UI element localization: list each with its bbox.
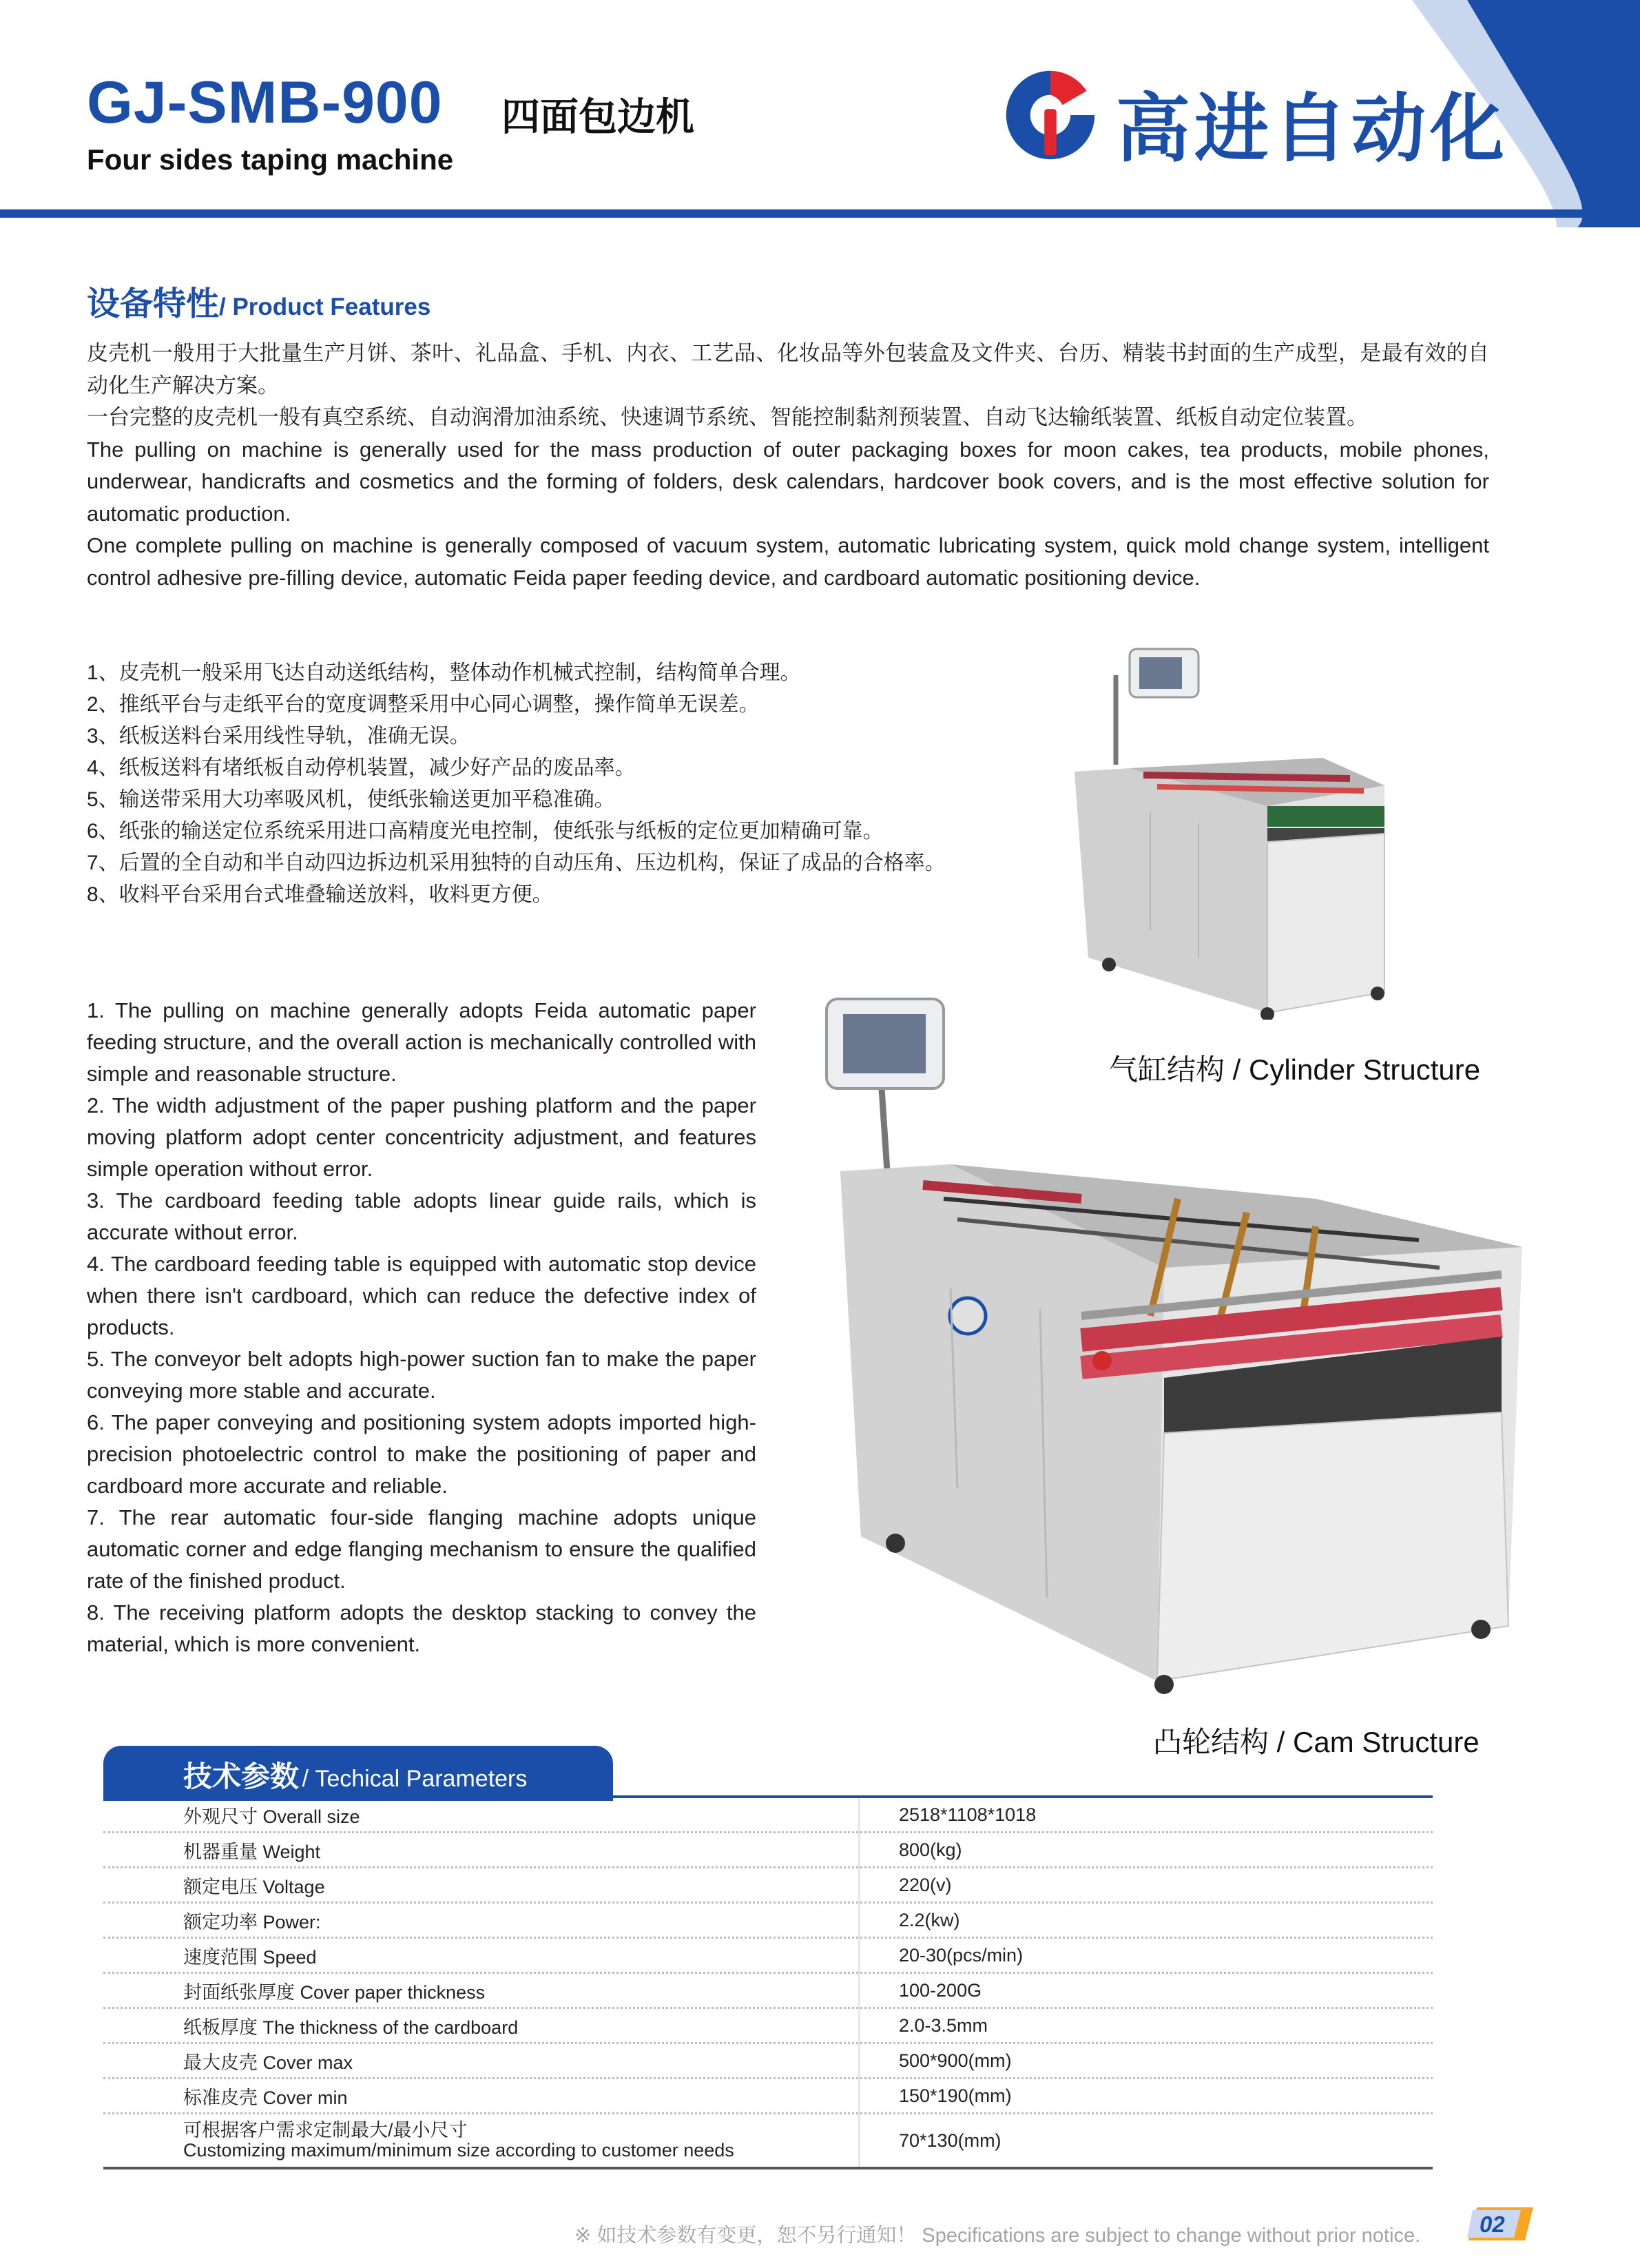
model-title-cn: 四面包边机	[501, 95, 694, 138]
param-label-en: Customizing maximum/minimum size according to customer needs	[183, 2140, 734, 2161]
table-row	[103, 2043, 1433, 2079]
param-value: 2518*1108*1018	[860, 1798, 1433, 1833]
list-item: 2、推纸平台与走纸平台的宽度调整采用中心同心调整，操作简单无误差。	[87, 693, 760, 716]
machine-image-cam	[820, 992, 1543, 1722]
list-item: 2. The width adjustment of the paper pushing platform and the paper moving platform adopt center concentricity adjustment, and features simple operation without error.	[87, 1093, 756, 1181]
list-item: 6. The paper conveying and positioning system adopts imported high-precision photoelectric control to make the positioning of paper and cardboard more accurate and reliable.	[87, 1410, 756, 1498]
intro-paragraph: One complete pulling on machine is generally composed of vacuum system, automatic lubricating system, quick mold change system, intelligent control adhesive pre-filling device, automatic Feida paper feeding device, and cardboard automatic positioning device.	[87, 533, 1489, 590]
brand-name: 高进自动化	[1116, 87, 1509, 170]
param-label: 封面纸张厚度 Cover paper thickness	[103, 1973, 860, 2008]
list-item: 3、纸板送料台采用线性导轨，准确无误。	[87, 725, 470, 748]
list-item: 8. The receiving platform adopts the desktop stacking to convey the material, which is more convenient.	[87, 1600, 756, 1656]
list-item: 1、皮壳机一般采用飞达自动送纸结构，整体动作机械式控制，结构简单合理。	[87, 661, 801, 684]
intro-paragraph: 皮壳机一般用于大批量生产月饼、茶叶、礼品盒、手机、内衣、工艺品、化妆品等外包装盒及文件夹、台历、精装书封面的生产成型，是最有效的自动化生产解决方案。	[87, 341, 1489, 398]
param-label-cn: 可根据客户需求定制最大/最小尺寸	[183, 2120, 468, 2141]
param-value: 500*900(mm)	[860, 2043, 1433, 2079]
param-value: 800(kg)	[860, 1833, 1433, 1868]
list-item: 6、纸张的输送定位系统采用进口高精度光电控制，使纸张与纸板的定位更加精确可靠。	[87, 820, 884, 843]
intro-paragraph: The pulling on machine is generally used for the mass production of outer packaging boxes for moon cakes, tea products, mobile phones, underwear, handicrafts and cosmetics and the forming of folders, desk calendars, hardcover book covers, and is the most effective solution for automatic production.	[87, 437, 1489, 526]
list-item: 7. The rear automatic four-side flanging machine adopts unique automatic corner and edge flanging mechanism to ensure the qualified rate of the finished product.	[87, 1505, 756, 1593]
param-label: 额定电压 Voltage	[103, 1868, 860, 1903]
features-list-en	[87, 995, 756, 1660]
param-value: 2.0-3.5mm	[860, 2008, 1433, 2043]
table-row	[103, 1798, 1433, 1833]
intro-paragraph: 一台完整的皮壳机一般有真空系统、自动润滑加油系统、快速调节系统、智能控制黏剂预装置、自动飞达输纸装置、纸板自动定位装置。	[87, 405, 1368, 429]
param-label: 速度范围 Speed	[103, 1938, 860, 1973]
model-title-en: Four sides taping machine	[87, 143, 454, 176]
param-value: 20-30(pcs/min)	[860, 1938, 1433, 1973]
list-item: 3. The cardboard feeding table adopts linear guide rails, which is accurate without error.	[87, 1188, 756, 1244]
table-row	[103, 2114, 1433, 2169]
param-value: 150*190(mm)	[860, 2079, 1433, 2114]
features-list-cn	[87, 657, 946, 911]
caption-cylinder: 气缸结构 / Cylinder Structure	[1109, 1053, 1481, 1086]
param-label: 最大皮壳 Cover max	[103, 2043, 860, 2079]
list-item: 5、输送带采用大功率吸风机，使纸张输送更加平稳准确。	[87, 788, 615, 811]
param-label: 纸板厚度 The thickness of the cardboard	[103, 2008, 860, 2043]
list-item: 1. The pulling on machine generally adopts Feida automatic paper feeding structure, and the overall action is mechanically controlled with simple and reasonable structure.	[87, 998, 756, 1086]
list-item: 4. The cardboard feeding table is equipped with automatic stop device when there isn't cardboard, which can reduce the defective index of products.	[87, 1252, 756, 1339]
list-item: 5. The conveyor belt adopts high-power suction fan to make the paper conveying more stable and accurate.	[87, 1347, 756, 1403]
features-heading-en: / Product Features	[219, 293, 431, 320]
param-label: 额定功率 Power:	[103, 1903, 860, 1938]
header-divider	[0, 209, 1640, 218]
list-item: 7、后置的全自动和半自动四边拆边机采用独特的自动压角、压边机构，保证了成品的合格率。	[87, 852, 946, 874]
param-label: 外观尺寸 Overall size	[103, 1798, 860, 1833]
caption-cam: 凸轮结构 / Cam Structure	[1153, 1726, 1480, 1758]
params-table	[103, 1798, 1433, 2169]
table-row	[103, 1868, 1433, 1903]
table-row	[103, 1833, 1433, 1868]
list-item: 8、收料平台采用台式堆叠输送放料，收料更方便。	[87, 883, 553, 906]
table-row	[103, 1903, 1433, 1938]
params-heading-cn: 技术参数	[183, 1760, 300, 1793]
table-row	[103, 1938, 1433, 1973]
machine-image-cylinder	[1061, 634, 1446, 1020]
table-row	[103, 2008, 1433, 2043]
param-value: 100-200G	[860, 1973, 1433, 2008]
param-value: 220(v)	[860, 1868, 1433, 1903]
brand-logo-icon	[1000, 65, 1101, 165]
footer-note: ※ 如技术参数有变更，恕不另行通知！ Specifications are subject to change without prior notice.	[574, 2225, 1421, 2247]
table-row	[103, 1973, 1433, 2008]
param-label: 标准皮壳 Cover min	[103, 2079, 860, 2114]
list-item: 4、纸板送料有堵纸板自动停机装置，减少好产品的废品率。	[87, 756, 636, 779]
features-heading	[87, 277, 430, 324]
param-label: 机器重量 Weight	[103, 1833, 860, 1868]
param-value: 70*130(mm)	[860, 2114, 1433, 2169]
features-heading-cn: 设备特性	[87, 286, 220, 322]
page-number: 02	[1480, 2212, 1505, 2237]
params-heading	[103, 1746, 613, 1801]
params-heading-en: / Techical Parameters	[302, 1766, 528, 1792]
features-intro	[87, 338, 1489, 594]
model-number: GJ-SMB-900	[87, 70, 443, 136]
param-label	[103, 2114, 860, 2169]
param-value: 2.2(kw)	[860, 1903, 1433, 1938]
table-row	[103, 2079, 1433, 2114]
